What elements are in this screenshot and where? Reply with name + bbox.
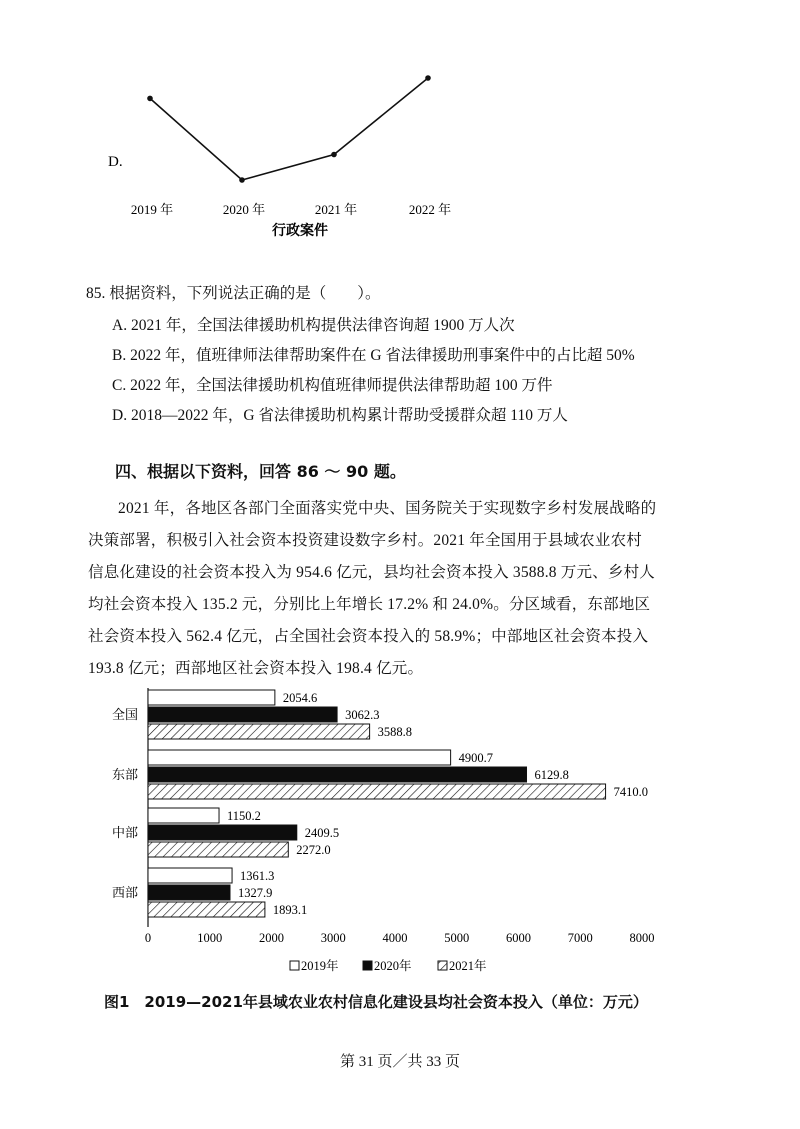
category-label: 东部 <box>112 768 139 783</box>
bar-2021年 <box>148 902 265 917</box>
bar-2020年 <box>148 825 297 840</box>
x-tick-label: 4000 <box>382 931 408 945</box>
line-x-tick-label: 2022 年 <box>408 202 452 217</box>
paragraph-line-1: 2021 年，各地区各部门全面落实党中央、国务院关于实现数字乡村发展战略的 <box>118 500 657 517</box>
question-85-stem: 85. 根据资料，下列说法正确的是（ ）。 <box>86 285 381 302</box>
bar-2021年 <box>148 842 288 857</box>
bar-value-label: 3588.8 <box>377 725 412 739</box>
x-tick-label: 6000 <box>506 931 531 945</box>
bar-2021年 <box>148 724 370 739</box>
paragraph-line-5: 社会资本投入 562.4 亿元，占全国社会资本投入的 58.9%；中部地区社会资本投入 <box>88 628 649 645</box>
line-x-tick-label: 2021 年 <box>314 202 358 217</box>
category-label: 全国 <box>112 708 139 723</box>
option-d-label: D. <box>108 154 123 170</box>
bar-2020年 <box>148 707 337 722</box>
line-point <box>331 152 337 158</box>
x-tick-label: 5000 <box>444 931 470 945</box>
category-label: 西部 <box>112 886 139 901</box>
x-tick-label: 8000 <box>629 931 655 945</box>
bar-2019年 <box>148 690 275 705</box>
bar-2020年 <box>148 767 527 782</box>
legend-label: 2019年 <box>301 959 339 973</box>
bar-value-label: 2054.6 <box>282 691 318 705</box>
line-chart-option-d <box>0 0 800 250</box>
line-point <box>239 177 245 183</box>
x-tick-label: 7000 <box>567 931 593 945</box>
paragraph-line-3: 信息化建设的社会资本投入为 954.6 亿元，县均社会资本投入 3588.8 万元、乡村人 <box>88 564 656 581</box>
line-x-tick-label: 2020 年 <box>222 202 266 217</box>
line-chart-xlabel: 行政案件 <box>272 223 328 239</box>
x-tick-label: 0 <box>144 931 152 945</box>
bar-value-label: 3062.3 <box>345 708 380 722</box>
page-number: 第 31 页／共 33 页 <box>339 1054 460 1070</box>
legend-swatch <box>438 961 447 970</box>
section-heading: 四、根据以下资料，回答 86 ～ 90 题。 <box>115 462 406 481</box>
bar-2019年 <box>148 868 232 883</box>
question-85-option-a: A. 2021 年，全国法律援助机构提供法律咨询超 1900 万人次 <box>112 317 515 334</box>
category-label: 中部 <box>112 826 139 841</box>
bar-value-label: 6129.8 <box>534 768 569 782</box>
paragraph-line-4: 均社会资本投入 135.2 元，分别比上年增长 17.2% 和 24.0%。分区域看，东部地区 <box>88 596 651 613</box>
line-series <box>150 78 428 180</box>
bar-2019年 <box>148 750 451 765</box>
bar-value-label: 4900.7 <box>458 751 493 765</box>
bar-value-label: 7410.0 <box>613 785 648 799</box>
paragraph-line-2: 决策部署，积极引入社会资本投资建设数字乡村。2021 年全国用于县域农业农村 <box>88 532 642 549</box>
bar-chart <box>0 680 800 990</box>
x-tick-label: 2000 <box>259 931 284 945</box>
bar-value-label: 1327.9 <box>237 886 273 900</box>
question-85-option-d: D. 2018—2022 年，G 省法律援助机构累计帮助受援群众超 110 万人 <box>112 407 568 424</box>
legend-label: 2020年 <box>374 959 412 973</box>
bar-value-label: 2409.5 <box>304 826 340 840</box>
x-tick-label: 1000 <box>197 931 223 945</box>
question-85-option-c: C. 2022 年，全国法律援助机构值班律师提供法律帮助超 100 万件 <box>112 377 553 394</box>
line-point <box>147 96 153 102</box>
chart-caption: 图1 2019—2021年县域农业农村信息化建设县均社会资本投入（单位：万元） <box>104 993 648 1011</box>
bar-2020年 <box>148 885 230 900</box>
bar-value-label: 1361.3 <box>240 869 275 883</box>
legend-swatch <box>290 961 299 970</box>
line-x-tick-label: 2019 年 <box>130 202 174 217</box>
x-tick-label: 3000 <box>320 931 346 945</box>
bar-2019年 <box>148 808 219 823</box>
legend-swatch <box>363 961 372 970</box>
bar-2021年 <box>148 784 606 799</box>
legend-label: 2021年 <box>449 959 487 973</box>
bar-value-label: 2272.0 <box>296 843 331 857</box>
line-point <box>425 75 431 81</box>
question-85-option-b: B. 2022 年，值班律师法律帮助案件在 G 省法律援助刑事案件中的占比超 50% <box>112 347 635 364</box>
bar-value-label: 1150.2 <box>227 809 261 823</box>
paragraph-line-6: 193.8 亿元；西部地区社会资本投入 198.4 亿元。 <box>88 660 424 677</box>
bar-value-label: 1893.1 <box>272 903 308 917</box>
